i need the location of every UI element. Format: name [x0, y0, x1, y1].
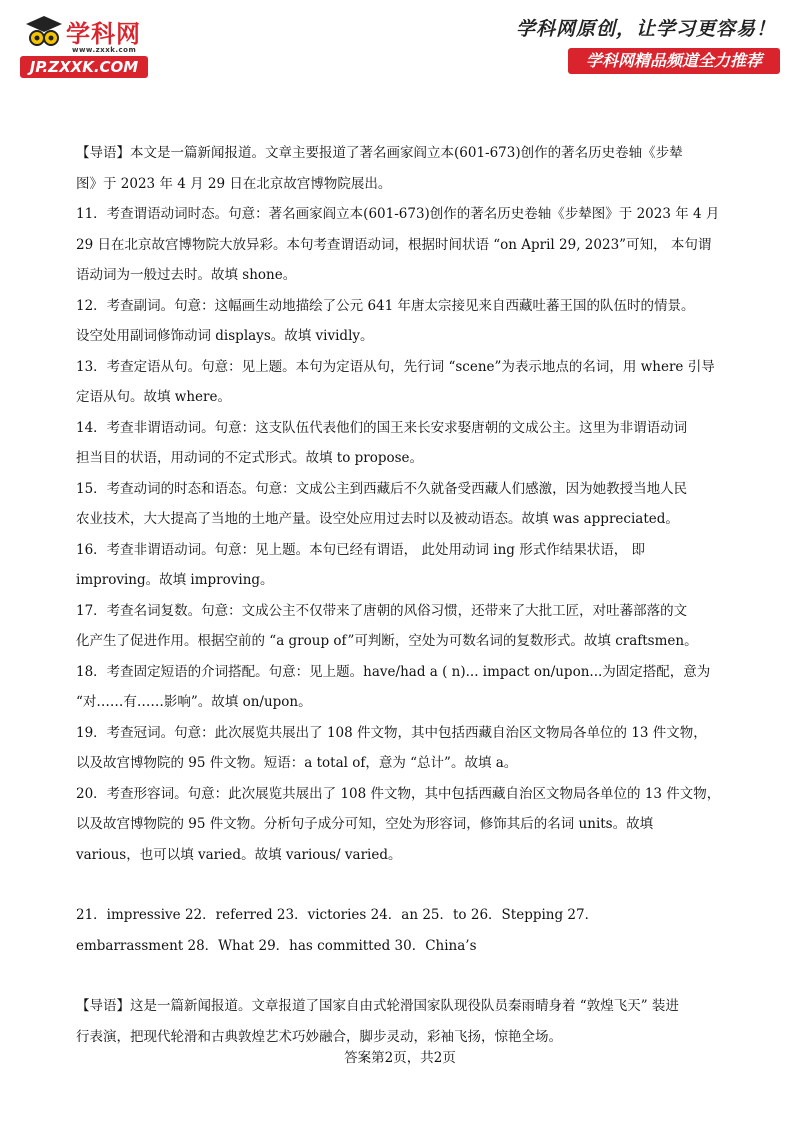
text-line: 语动词为一般过去时。故填 shone。 [76, 267, 297, 283]
text-line: 18．考查固定短语的介词搭配。句意：见上题。have/had a ( n)... impact on/upon...为固定搭配，意为 [76, 663, 711, 680]
answer-line: 21．impressive 22．referred 23．victories 24．an 25．to 26．Stepping 27． [76, 907, 599, 923]
text-line: 17．考查名词复数。句意：文成公主不仅带来了唐朝的风俗习惯，还带来了大批工匠，对吐蕃部落的文 [76, 602, 688, 619]
logo-url: www.zxxk.com [72, 46, 137, 54]
text-line: 11．考查谓语动词时态。句意：著名画家阎立本(601-673)创作的著名历史卷轴《步辇图》于 2023 年 4 月 [76, 206, 720, 222]
page-footer: 答案第2页，共2页 [344, 1050, 456, 1066]
logo-site-badge: JP.ZXXK.COM [20, 56, 148, 78]
text-line: various，也可以填 varied。故填 various/ varied。 [76, 846, 402, 863]
text-line: 13．考查定语从句。句意：见上题。本句为定语从句，先行词 “scene”为表示地点的名词，用 where 引导 [76, 358, 715, 375]
text-line: 农业技术，大大提高了当地的土地产量。设空处应用过去时以及被动语态。故填 was appreciated。 [76, 511, 679, 527]
answer-line: embarrassment 28．What 29．has committed 30．China’s [76, 937, 477, 954]
text-line: 19．考查冠词。句意：此次展览共展出了 108 件文物，其中包括西藏自治区文物局各单位的 13 件文物， [76, 724, 707, 741]
text-line: 12．考查副词。句意：这幅画生动地描绘了公元 641 年唐太宗接见来自西藏吐蕃王国的队伍时的情景。 [76, 297, 695, 314]
text-line: 以及故宫博物院的 95 件文物。分析句子成分可知，空处为形容词，修饰其后的名词 units。故填 [76, 816, 654, 832]
graduation-cap-icon [24, 14, 64, 48]
text-line: 16．考查非谓语动词。句意：见上题。本句已经有谓语， 此处用动词 ing 形式作结果状语， 即 [76, 541, 645, 558]
logo-text: 学科网 [66, 20, 141, 48]
answer-content [76, 138, 726, 1052]
text-line: 20．考查形容词。句意：此次展览共展出了 108 件文物，其中包括西藏自治区文物局各单位的 13 件文物， [76, 785, 721, 802]
recommend-badge: 学科网精品频道全力推荐 [568, 48, 780, 74]
text-line: 以及故宫博物院的 95 件文物。短语：a total of，意为 “总计”。故填 a。 [76, 755, 518, 771]
text-line: 设空处用副词修饰动词 displays。故填 vividly。 [76, 328, 374, 344]
text-line: 图》于 2023 年 4 月 29 日在北京故宫博物院展出。 [76, 175, 392, 192]
text-line: 定语从句。故填 where。 [76, 389, 231, 405]
text-line: 担当目的状语，用动词的不定式形式。故填 to propose。 [76, 450, 424, 466]
logo [20, 10, 180, 78]
text-line: 15．考查动词的时态和语态。句意：文成公主到西藏后不久就备受西藏人们感激，因为她教授当地人民 [76, 480, 688, 497]
text-line: improving。故填 improving。 [76, 572, 274, 588]
text-line: 14．考查非谓语动词。句意：这支队伍代表他们的国王来长安求娶唐朝的文成公主。这里为非谓语动词 [76, 419, 688, 436]
text-line: 29 日在北京故宫博物院大放异彩。本句考查谓语动词，根据时间状语 “on April 29, 2023”可知， 本句谓 [76, 236, 712, 253]
text-line: “对……有……影响”。故填 on/upon。 [76, 694, 312, 710]
intro-line: 行表演，把现代轮滑和古典敦煌艺术巧妙融合，脚步灵动，彩袖飞扬，惊艳全场。 [76, 1028, 562, 1045]
text-line: 【导语】本文是一篇新闻报道。文章主要报道了著名画家阎立本(601-673)创作的著名历史卷轴《步辇 [76, 145, 683, 161]
intro-line: 【导语】这是一篇新闻报道。文章报道了国家自由式轮滑国家队现役队员秦雨晴身着 “敦煌飞天” 装进 [76, 998, 679, 1014]
text-line: 化产生了促进作用。根据空前的 “a group of”可判断，空处为可数名词的复数形式。故填 craftsmen。 [76, 633, 698, 649]
header-slogan: 学科网原创，让学习更容易！ [515, 18, 776, 40]
